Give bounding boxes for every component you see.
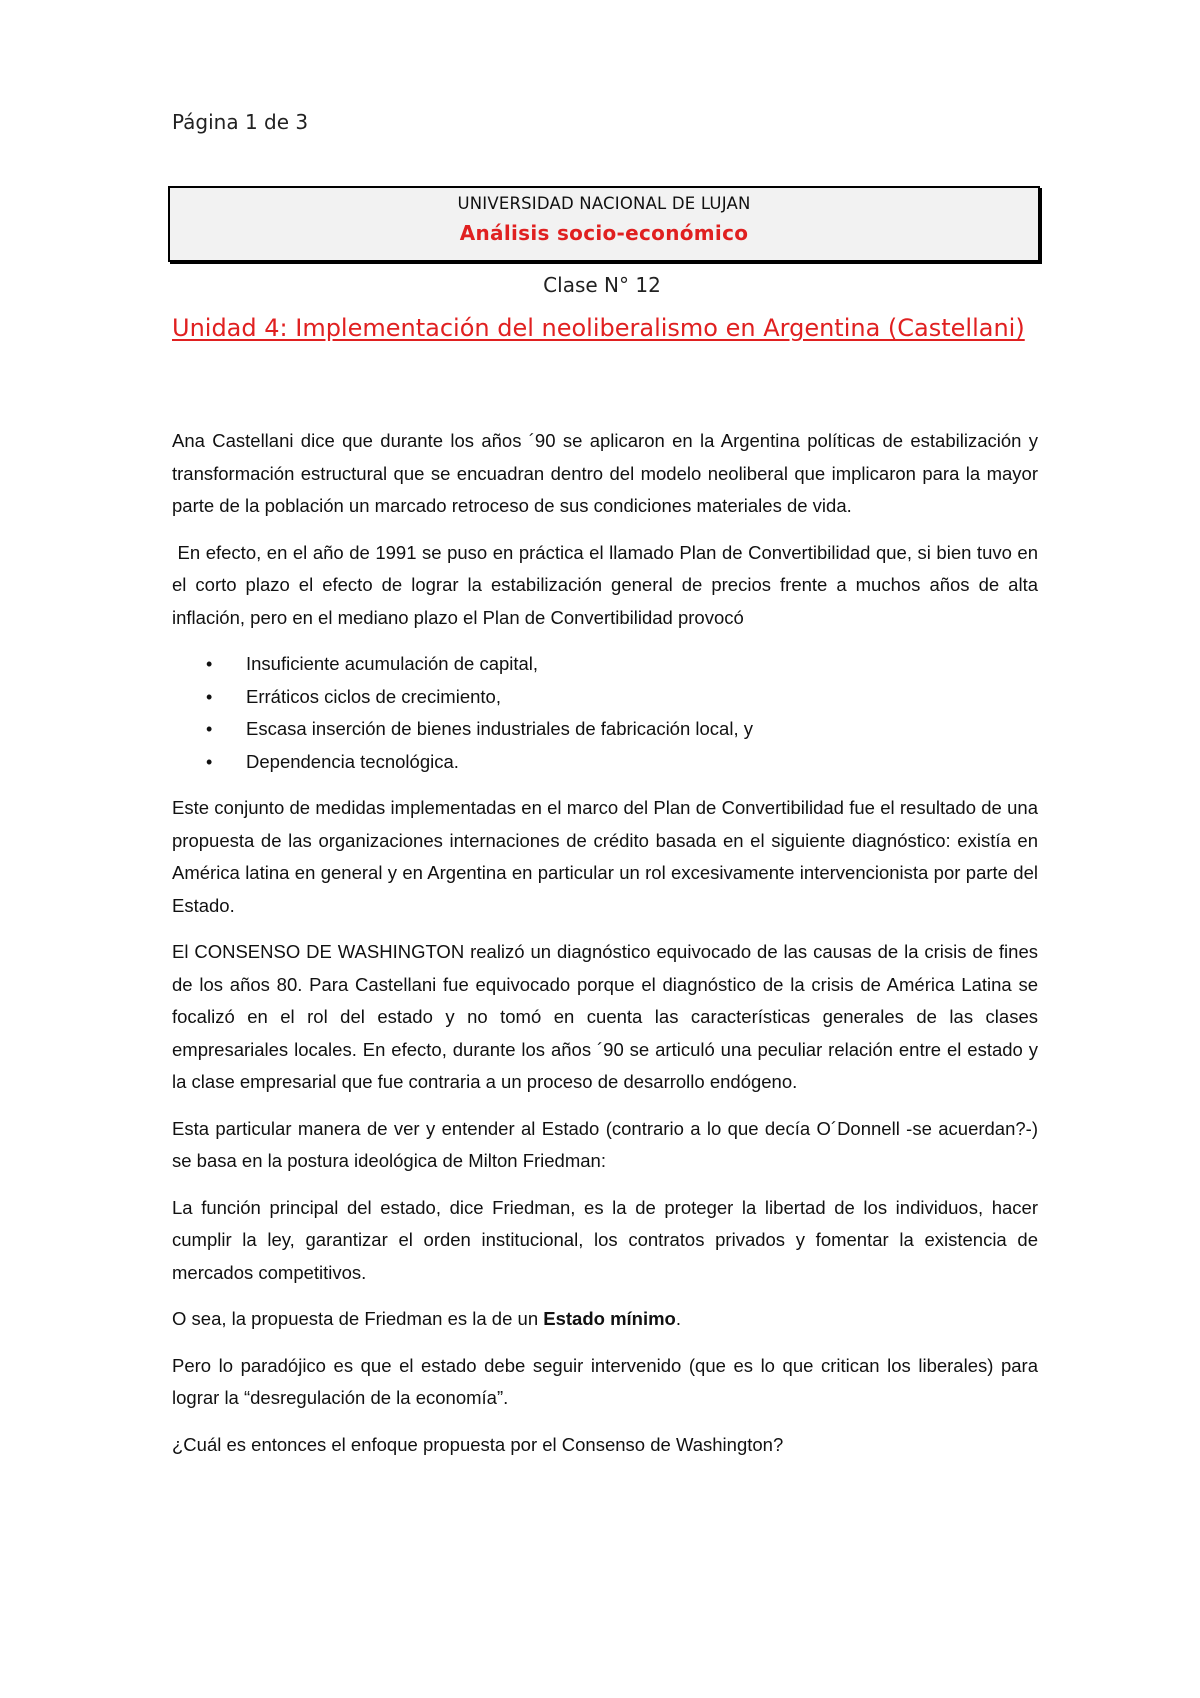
list-item xyxy=(172,746,1038,779)
bullet-icon: • xyxy=(206,686,213,707)
university-name: UNIVERSIDAD NACIONAL DE LUJAN xyxy=(457,194,751,213)
subject-title: Análisis socio-económico xyxy=(459,221,749,245)
paragraph-2: En efecto, en el año de 1991 se puso en práctica el llamado Plan de Convertibilidad que, si bien tuvo en el corto plazo el efecto de lograr la estabilización general de precios frente a muchos años de alta inflación, pero en el mediano plazo el Plan de Convertibilidad provocó xyxy=(172,541,1044,628)
list-item-text: Dependencia tecnológica. xyxy=(246,750,459,772)
paragraph-5: Esta particular manera de ver y entender al Estado (contrario a lo que decía O´Donnell -se acuerdan?-) se basa en la postura ideológica de Milton Friedman: xyxy=(172,1117,1038,1171)
list-item-text: Escasa inserción de bienes industriales de fabricación local, y xyxy=(246,718,753,739)
paragraph-9: ¿Cuál es entonces el enfoque propuesta por el Consenso de Washington? xyxy=(172,1433,784,1455)
bullet-list xyxy=(172,648,1038,778)
list-item xyxy=(172,648,1038,681)
paragraph-4: El CONSENSO DE WASHINGTON realizó un diagnóstico equivocado de las causas de la crisis de fines de los años 80. Para Castellani fue equivocado porque el diagnóstico de la crisis de América Latina se focalizó en el rol del estado y no tomó en cuenta las características generales de las clases empresariales locales. En efecto, durante los años ´90 se articuló una peculiar relación entre el estado y la clase empresarial que fue contraria a un proceso de desarrollo endógeno. xyxy=(172,941,1038,1092)
class-number: Clase N° 12 xyxy=(543,273,661,297)
paragraph-6: La función principal del estado, dice Friedman, es la de proteger la libertad de los individuos, hacer cumplir la ley, garantizar el orden institucional, los contratos privados y fomentar la existencia de mercados competitivos. xyxy=(172,1196,1038,1283)
list-item-text: Erráticos ciclos de crecimiento, xyxy=(246,685,501,707)
page-number: Página 1 de 3 xyxy=(172,110,309,134)
paragraph-1: Ana Castellani dice que durante los años ´90 se aplicaron en la Argentina políticas de estabilización y transformación estructural que se encuadran dentro del modelo neoliberal que implicaron para la mayor parte de la población un marcado retroceso de sus condiciones materiales de vida. xyxy=(172,430,1038,516)
header-box xyxy=(168,186,1040,262)
paragraph-3: Este conjunto de medidas implementadas en el marco del Plan de Convertibilidad fue el resultado de una propuesta de las organizaciones internaciones de crédito basada en el siguiente diagnóstico: existía en América latina en general y en Argentina en particular un rol excesivamente intervencionista por parte del Estado. xyxy=(172,797,1038,916)
paragraph-8: Pero lo paradójico es que el estado debe seguir intervenido (que es lo que critican los liberales) para lograr la “desregulación de la economía”. xyxy=(172,1354,1038,1408)
bullet-icon: • xyxy=(206,751,213,772)
paragraph-7 xyxy=(172,1303,1038,1336)
list-item-text: Insuficiente acumulación de capital, xyxy=(246,653,539,674)
bullet-icon: • xyxy=(206,719,213,739)
list-item xyxy=(172,681,1038,714)
unit-title: Unidad 4: Implementación del neoliberalismo en Argentina (Castellani) xyxy=(172,314,1025,342)
list-item xyxy=(172,713,1038,746)
estado-minimo-emphasis: Estado mínimo xyxy=(543,1308,676,1329)
document-body xyxy=(172,425,1044,1475)
paragraph-7-end: . xyxy=(675,1308,681,1329)
bullet-icon: • xyxy=(206,654,213,674)
paragraph-7-text: O sea, la propuesta de Friedman es la de un xyxy=(172,1308,544,1329)
